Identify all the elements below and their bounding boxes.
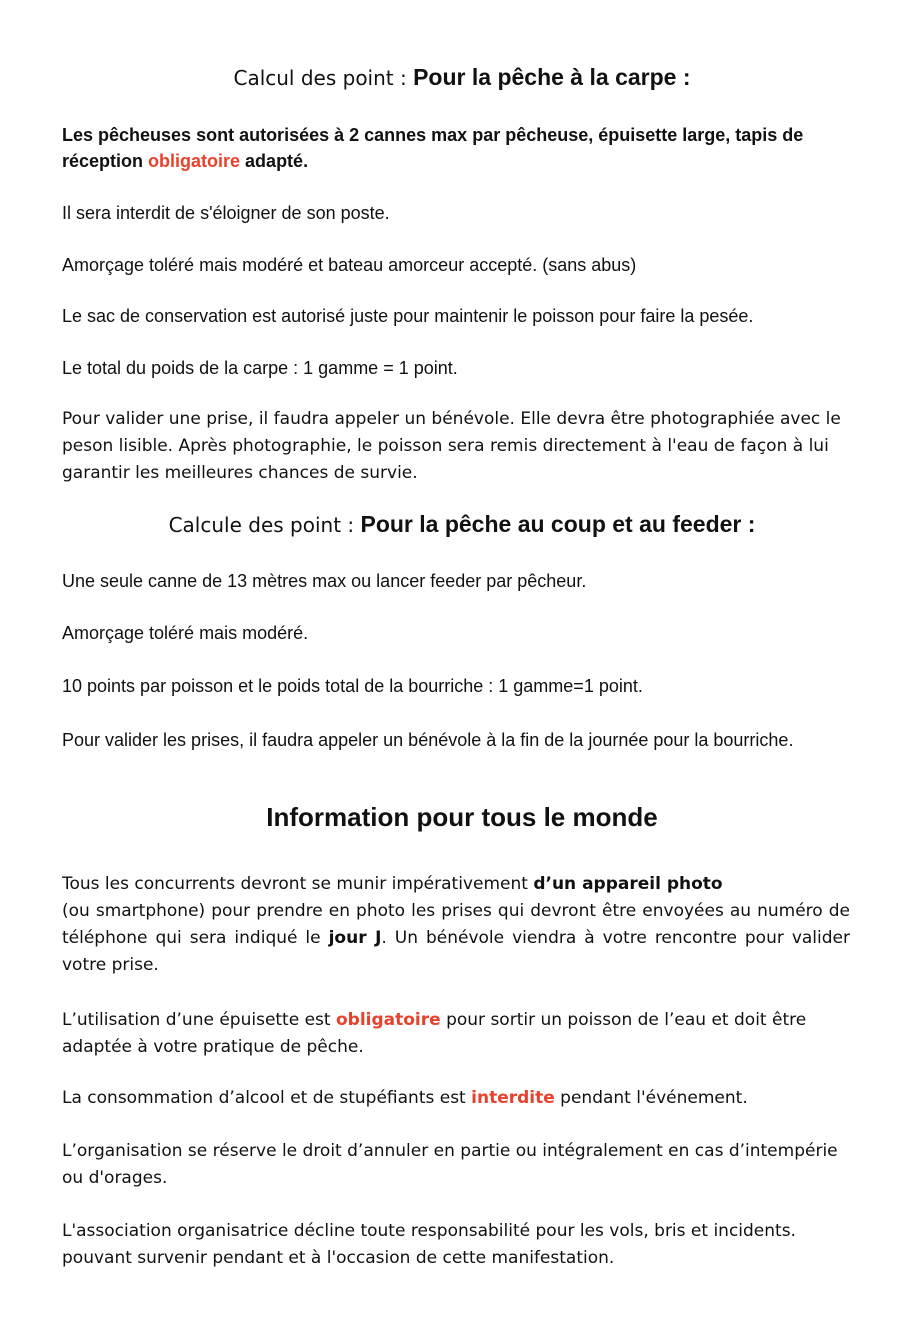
info-photo-requirement bbox=[62, 871, 850, 979]
carp-rules-mandatory: obligatoire bbox=[148, 151, 241, 171]
coup-rule-rod: Une seule canne de 13 mètres max ou lancer feeder par pêcheur. bbox=[62, 571, 587, 591]
carp-rule-baiting: Amorçage toléré mais modéré et bateau amorceur accepté. (sans abus) bbox=[62, 255, 637, 275]
info-net-text-a: L’utilisation d’une épuisette est bbox=[62, 1010, 336, 1030]
carp-rules-end: adapté. bbox=[240, 151, 309, 171]
coup-heading-prefix: Calcule des point : bbox=[168, 513, 361, 537]
info-photo-text-b: (ou smartphone) pour prendre en photo les prises qui devront être envoyées au numéro de téléphone qui sera indiqué le bbox=[62, 901, 850, 948]
info-photo-text-c: . Un bénévole viendra à votre rencontre pour valider votre prise. bbox=[62, 928, 850, 975]
carp-heading-prefix: Calcul des point : bbox=[233, 66, 414, 90]
info-alcohol-text-b: pendant l'événement. bbox=[554, 1088, 748, 1108]
info-liability-line1: L'association organisatrice décline toute responsabilité pour les vols, bris et incidents. bbox=[62, 1221, 796, 1241]
coup-rule-points: 10 points par poisson et le poids total de la bourriche : 1 gamme=1 point. bbox=[62, 676, 643, 696]
info-cancellation: L’organisation se réserve le droit d’annuler en partie ou intégralement en cas d’intempérie ou d'orages. bbox=[62, 1141, 838, 1188]
carp-heading-title: Pour la pêche à la carpe : bbox=[413, 64, 691, 90]
carp-equipment-rules bbox=[62, 122, 852, 174]
carp-rules-text: Les pêcheuses sont autorisées à 2 cannes max par pêcheuse, épuisette large, tapis de réception bbox=[62, 125, 804, 171]
coup-rule-validation: Pour valider les prises, il faudra appeler un bénévole à la fin de la journée pour la bourriche. bbox=[62, 730, 794, 750]
info-net-text-b: pour sortir un poisson de l’eau et doit être adaptée à votre pratique de pêche. bbox=[62, 1010, 807, 1057]
info-alcohol bbox=[62, 1085, 850, 1112]
carp-rule-validation: Pour valider une prise, il faudra appeler un bénévole. Elle devra être photographiée avec le peson lisible. Après photographie, le poisson sera remis directement à l'eau de façon à lui garantir les meilleures chances de survie. bbox=[62, 409, 841, 483]
coup-section-heading bbox=[62, 511, 862, 538]
info-photo-text-a: Tous les concurrents devront se munir impérativement bbox=[62, 874, 534, 894]
carp-rule-post: Il sera interdit de s'éloigner de son poste. bbox=[62, 203, 390, 223]
info-liability-line2: pouvant survenir pendant et à l'occasion de cette manifestation. bbox=[62, 1248, 615, 1268]
coup-rule-baiting: Amorçage toléré mais modéré. bbox=[62, 623, 309, 643]
info-alcohol-forbidden: interdite bbox=[471, 1088, 555, 1108]
carp-rule-keepnet: Le sac de conservation est autorisé juste pour maintenir le poisson pour faire la pesée. bbox=[62, 306, 754, 326]
info-net-mandatory: obligatoire bbox=[335, 1010, 441, 1030]
carp-section-heading bbox=[62, 64, 862, 91]
info-landing-net bbox=[62, 1007, 850, 1061]
carp-rule-points: Le total du poids de la carpe : 1 gamme = 1 point. bbox=[62, 358, 458, 378]
coup-heading-title: Pour la pêche au coup et au feeder : bbox=[360, 511, 756, 537]
info-title: Information pour tous le monde bbox=[266, 802, 658, 832]
info-photo-day: jour J bbox=[328, 928, 382, 948]
info-photo-device: d’un appareil photo bbox=[533, 874, 723, 894]
info-alcohol-text-a: La consommation d’alcool et de stupéfiants est bbox=[62, 1088, 472, 1108]
info-liability bbox=[62, 1218, 850, 1272]
